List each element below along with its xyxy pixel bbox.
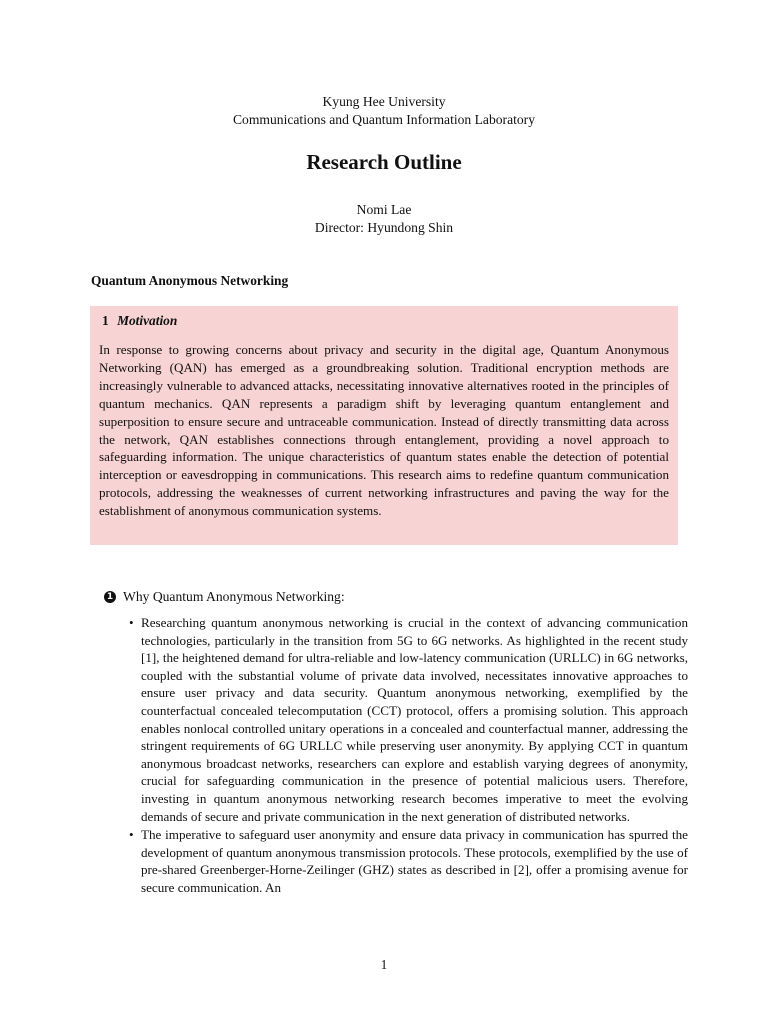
why-list: [104, 614, 688, 897]
list-item: [129, 826, 688, 896]
bullet-icon: •: [129, 615, 134, 630]
motivation-box: [90, 306, 678, 545]
motivation-heading: [102, 313, 669, 329]
document-title: Research Outline: [306, 150, 462, 174]
why-heading-text: Why Quantum Anonymous Networking:: [123, 589, 345, 604]
why-heading: [104, 589, 688, 605]
section-title: Motivation: [117, 313, 178, 328]
document-header: [0, 93, 768, 129]
laboratory-name: Communications and Quantum Information Laboratory: [232, 112, 536, 127]
bullet-icon: •: [129, 827, 134, 843]
page-number: 1: [380, 957, 388, 972]
numbered-circle-icon: 1: [104, 591, 116, 603]
author-name: Nomi Lae: [356, 202, 412, 217]
motivation-paragraph: In response to growing concerns about privacy and security in the digital age, Quantum Anonymous Networking (QAN) has emerged as a groundbreaking solution. Traditional encryption methods are increasingly vulnerable to advanced attacks, necessitating innovative alternatives rooted in the principles of quantum mechanics. QAN represents a paradigm shift by leveraging quantum entanglement and superposition to ensure secure and untraceable communication. Instead of directly transmitting data across the network, QAN establishes connections through entanglement, providing a novel approach to safeguarding information. The unique characteristics of quantum states enable the detection of potential interception or eavesdropping in communications. This research aims to redefine quantum communication protocols, addressing the weaknesses of current networking infrastructures and paving the way for the establishment of anonymous communication systems.: [99, 342, 669, 519]
list-item: [129, 614, 688, 825]
topic-heading: Quantum Anonymous Networking: [91, 273, 289, 288]
list-item-text: Researching quantum anonymous networking is crucial in the context of advancing communication technologies, particularly in the transition from 5G to 6G networks. As highlighted in the recent study [1], the heightened demand for ultra-reliable and low-latency communication (URLLC) in 6G networks, coupled with the substantial volume of private data involved, necessitates innovative approaches to ensure user privacy and data security. Quantum anonymous networking, exemplified by the counterfactual concealed telecomputation (CCT) protocol, offers a promising solution. This approach enables nonlocal controlled unitary operations in a concealed and counterfactual manner, addressing the stringent requirements of 6G URLLC while preserving user anonymity. By applying CCT in quantum anonymous broadcast networks, researchers can explore and establish varying degrees of anonymity, crucial for safeguarding communication in the presence of potential malicious users. Therefore, investing in quantum anonymous networking research becomes imperative to meet the evolving demands of secure and private communication in the next generation of distributed networks.: [141, 615, 688, 824]
why-section: [104, 589, 688, 898]
list-item-text: The imperative to safeguard user anonymity and ensure data privacy in communication has spurred the development of quantum anonymous transmission protocols. These protocols, exemplified by the use of pre-shared Greenberger-Horne-Zeilinger (GHZ) states as described in [2], offer a promising avenue for secure communication. An: [141, 827, 688, 895]
author-block: [0, 201, 768, 237]
director-name: Director: Hyundong Shin: [314, 220, 454, 235]
section-number: 1: [102, 313, 109, 328]
institution-name: Kyung Hee University: [322, 94, 446, 109]
